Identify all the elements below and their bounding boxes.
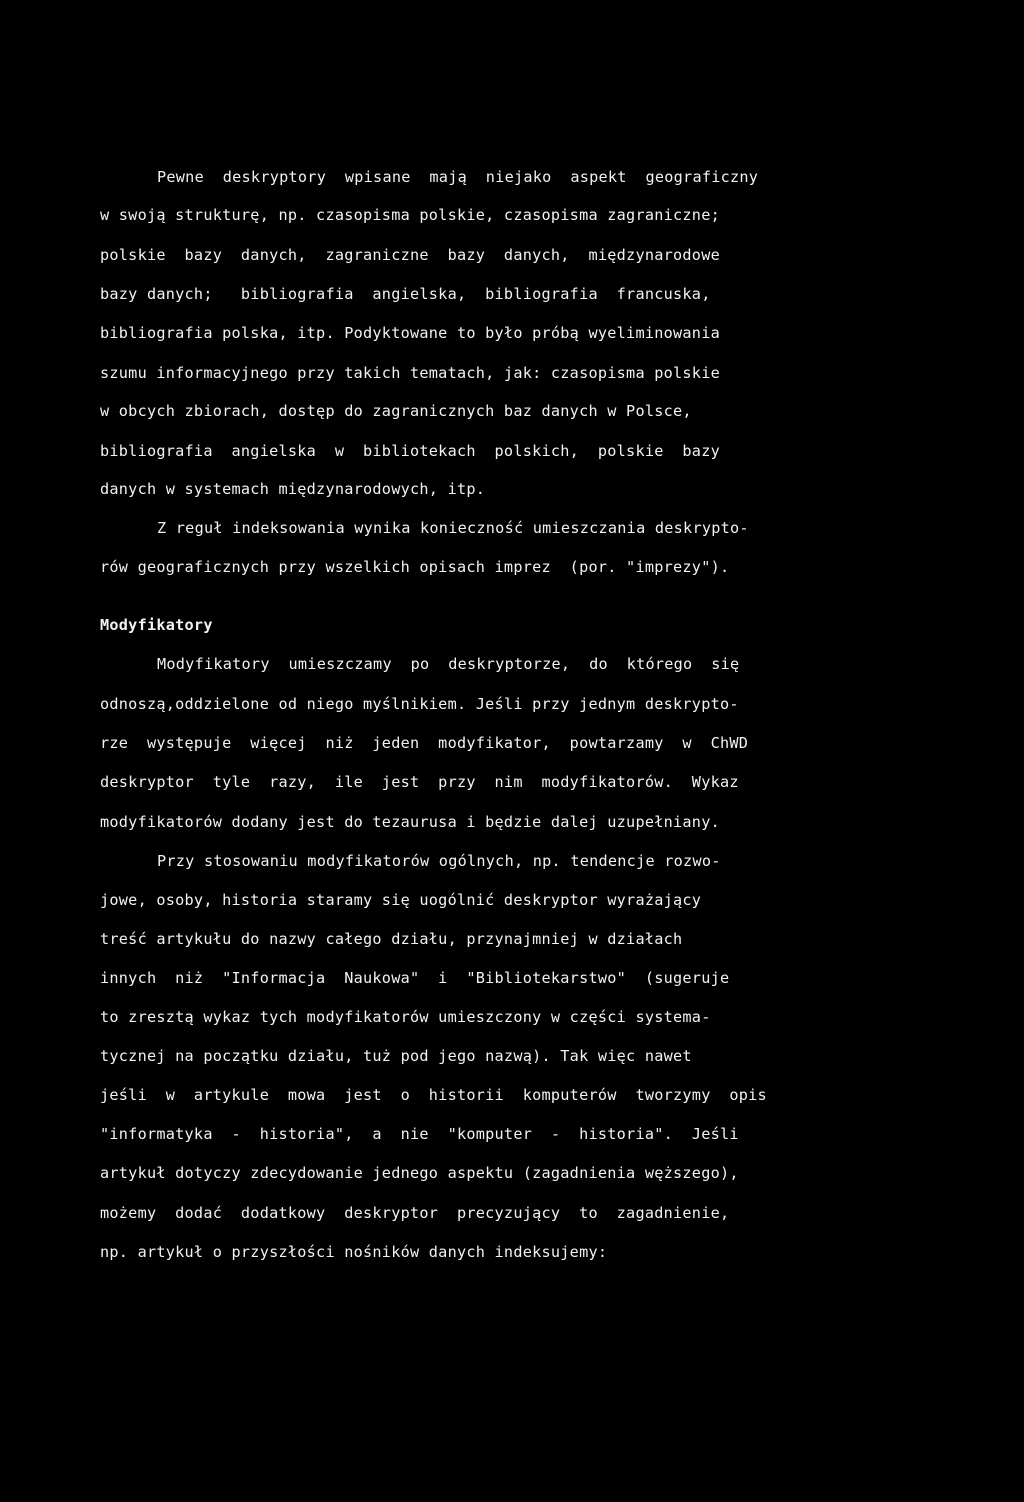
paragraph-4-line-3: treść artykułu do nazwy całego działu, przynajmniej w działach [100, 930, 683, 948]
paragraph-3-line-1: Modyfikatory umieszczamy po deskryptorze, do którego się [157, 655, 740, 673]
paragraph-4-line-1: Przy stosowaniu modyfikatorów ogólnych, np. tendencje rozwo- [157, 852, 721, 870]
paragraph-1-line-6: szumu informacyjnego przy takich tematach, jak: czasopisma polskie [100, 364, 720, 382]
paragraph-2-line-1: Z reguł indeksowania wynika konieczność umieszczania deskrypto- [157, 519, 749, 537]
paragraph-1-line-1: Pewne deskryptory wpisane mają niejako aspekt geograficzny [157, 168, 759, 186]
section-heading: Modyfikatory [100, 616, 213, 634]
paragraph-1-line-9: danych w systemach międzynarodowych, itp. [100, 480, 486, 498]
paragraph-2-line-2: rów geograficznych przy wszelkich opisach imprez (por. "imprezy"). [100, 558, 730, 576]
paragraph-1-line-7: w obcych zbiorach, dostęp do zagranicznych baz danych w Polsce, [100, 402, 692, 420]
paragraph-3-line-2: odnoszą,oddzielone od niego myślnikiem. Jeśli przy jednym deskrypto- [100, 695, 739, 713]
paragraph-4-line-5: to zresztą wykaz tych modyfikatorów umieszczony w części systema- [100, 1008, 711, 1026]
paragraph-4-line-6: tycznej na początku działu, tuż pod jego nazwą). Tak więc nawet [100, 1047, 692, 1065]
paragraph-3-line-3: rze występuje więcej niż jeden modyfikator, powtarzamy w ChWD [100, 734, 749, 752]
paragraph-4-line-8: "informatyka - historia", a nie "komputer - historia". Jeśli [100, 1125, 739, 1143]
paragraph-3-line-4: deskryptor tyle razy, ile jest przy nim modyfikatorów. Wykaz [100, 773, 739, 791]
paragraph-1-line-2: w swoją strukturę, np. czasopisma polskie, czasopisma zagraniczne; [100, 206, 720, 224]
paragraph-4-line-2: jowe, osoby, historia staramy się uogólnić deskryptor wyrażający [100, 891, 702, 909]
paragraph-4-line-7: jeśli w artykule mowa jest o historii komputerów tworzymy opis [100, 1086, 767, 1104]
paragraph-1-line-4: bazy danych; bibliografia angielska, bibliografia francuska, [100, 285, 711, 303]
paragraph-1-line-5: bibliografia polska, itp. Podyktowane to było próbą wyeliminowania [100, 324, 720, 342]
paragraph-3-line-5: modyfikatorów dodany jest do tezaurusa i będzie dalej uzupełniany. [100, 813, 720, 831]
paragraph-4-line-4: innych niż "Informacja Naukowa" i "Bibliotekarstwo" (sugeruje [100, 969, 730, 987]
paragraph-4-line-11: np. artykuł o przyszłości nośników danych indeksujemy: [100, 1243, 608, 1261]
paragraph-4-line-10: możemy dodać dodatkowy deskryptor precyzujący to zagadnienie, [100, 1204, 730, 1222]
paragraph-1-line-8: bibliografia angielska w bibliotekach polskich, polskie bazy [100, 442, 720, 460]
paragraph-4-line-9: artykuł dotyczy zdecydowanie jednego aspektu (zagadnienia węższego), [100, 1164, 739, 1182]
paragraph-1-line-3: polskie bazy danych, zagraniczne bazy danych, międzynarodowe [100, 246, 720, 264]
